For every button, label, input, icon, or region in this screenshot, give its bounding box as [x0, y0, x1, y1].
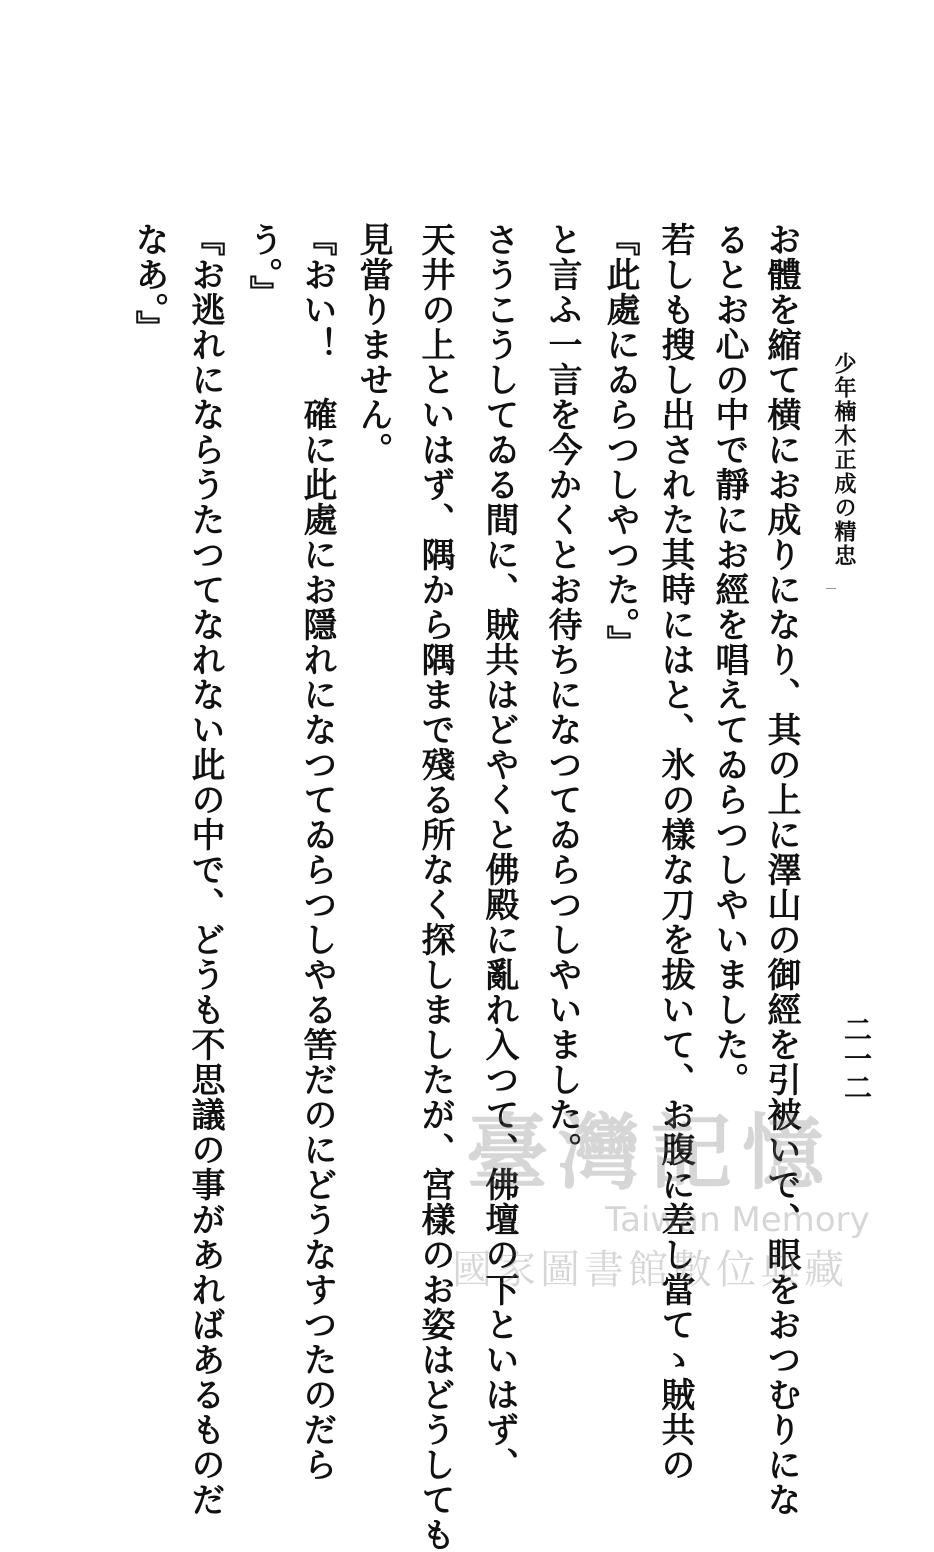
text-line: お體を縮て横にお成りになり、其の上に澤山の御經を引被いで、眼をおつむりにな — [761, 222, 801, 1517]
text-line: 『おい！ 確に此處にお隱れになつてゐらつしやる筈だのにどうなすつたのだら — [297, 222, 337, 1482]
text-line: 若しも搜し出された其時にはと、氷の樣な刀を拔いて、お腹に差し當てゝ賊共の — [655, 222, 695, 1482]
text-line: 『此處にゐらつしやつた。』 — [600, 222, 640, 660]
text-line: と言ふ一言を今かくとお待ちになつてゐらつしやいました。 — [542, 222, 582, 1167]
watermark — [420, 1105, 880, 1315]
text-line: さうこうしてゐる間に、賊共はどやくと佛殿に亂れ入つて、佛壇の下といはず、 — [479, 222, 519, 1482]
watermark-chinese: 國家圖書館數位典藏 — [452, 1247, 848, 1293]
text-line: う。』 — [243, 222, 283, 310]
text-line: 天井の上といはず、隅から隅まで殘る所なく探しましたが、宮樣のお姿はどうしても — [415, 222, 455, 1552]
running-title: 少年楠木正成の精忠 — [831, 352, 857, 568]
text-line: なあ。』 — [129, 222, 169, 345]
text-line: 『お逃れにならうたつてなれない此の中で、どうも不思議の事があればあるものだ — [185, 222, 225, 1517]
header-divider — [826, 588, 836, 589]
watermark-english: Taiwan Memory — [605, 1200, 870, 1240]
page-number: 二一二 — [840, 1015, 873, 1102]
text-line: 見當りません。 — [353, 222, 393, 467]
watermark-logo: 臺灣記憶 — [465, 1105, 834, 1201]
text-line: るとお心の中で靜にお經を唱えてゐらつしやいました。 — [709, 222, 749, 1097]
